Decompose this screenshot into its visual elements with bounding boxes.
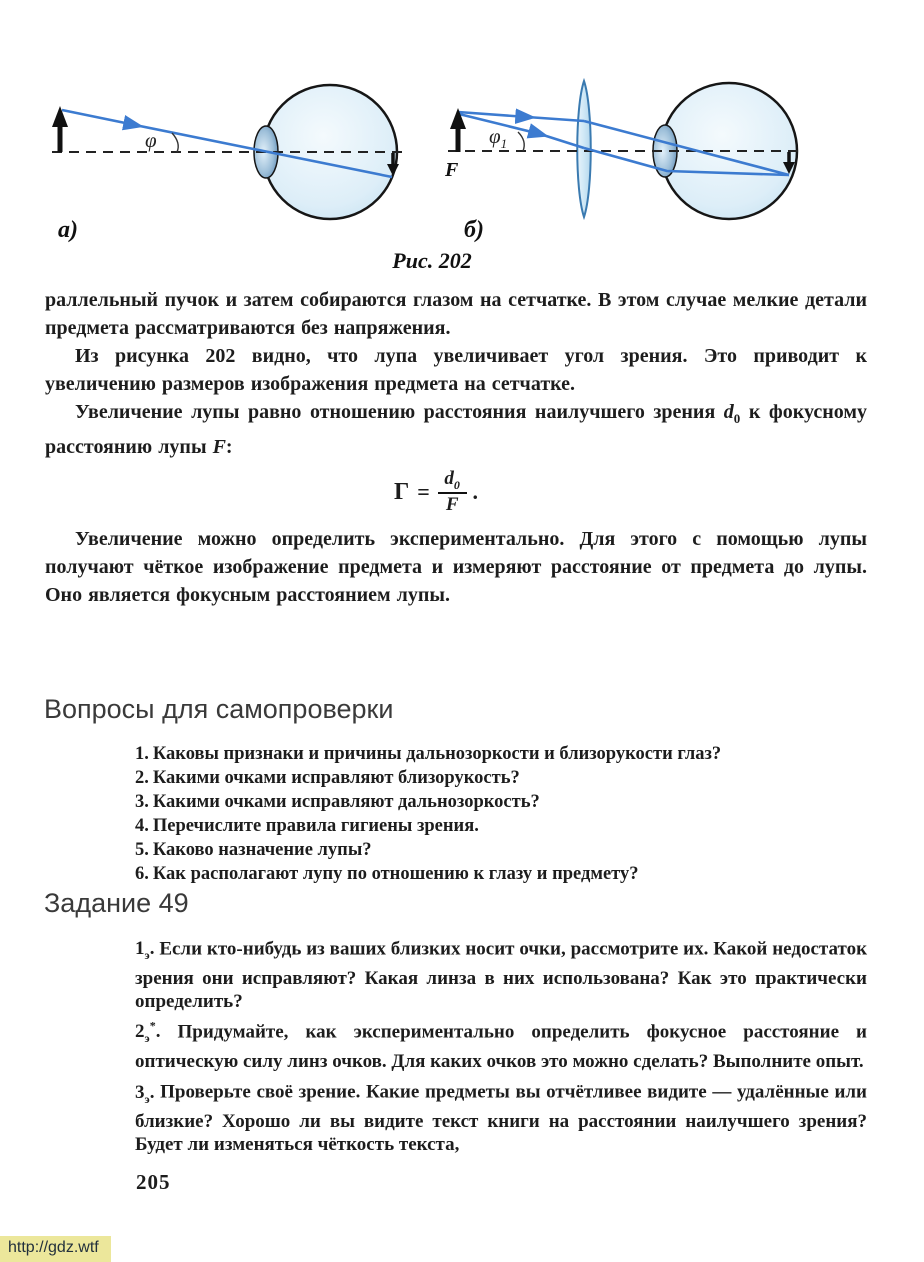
question-text: Как располагают лупу по отношению к глазу и предмету? bbox=[152, 864, 639, 884]
formula-gamma: Γ bbox=[393, 478, 410, 505]
formula-denominator: F bbox=[438, 492, 467, 515]
question-number: 2. bbox=[135, 768, 149, 788]
page-number: 205 bbox=[136, 1170, 171, 1194]
angle-arc-a bbox=[172, 133, 178, 152]
question-item bbox=[135, 744, 869, 764]
question-number: 1. bbox=[135, 744, 149, 764]
p3-part1: Увеличение лупы равно отношению расстояния наилучшего зрения bbox=[75, 401, 724, 423]
questions-list bbox=[135, 744, 869, 888]
angle-label-phi1 bbox=[489, 124, 507, 151]
task-number-star: * bbox=[149, 1019, 156, 1034]
task-number-digit: 3 bbox=[135, 1081, 145, 1103]
task-number bbox=[135, 1019, 161, 1046]
figure-caption: Рис. 202 bbox=[392, 248, 472, 273]
task-number-subscript: э bbox=[144, 1031, 150, 1046]
task-number bbox=[135, 1081, 155, 1106]
focus-label: F bbox=[445, 159, 459, 181]
phi1-subscript: 1 bbox=[500, 136, 508, 151]
task-item bbox=[135, 932, 867, 1013]
task-number-dot: . bbox=[155, 1021, 161, 1043]
task-number-dot: . bbox=[149, 938, 155, 960]
page-content bbox=[45, 286, 867, 609]
formula-d: d bbox=[444, 468, 454, 489]
question-text: Какими очками исправляют дальнозоркость? bbox=[152, 792, 540, 812]
tasks-list bbox=[135, 932, 867, 1158]
task-number-subscript: э bbox=[144, 1091, 150, 1106]
figure-label-a: а) bbox=[58, 217, 78, 243]
p3-part2: к фокусному расстоянию лупы bbox=[45, 401, 867, 458]
paragraph-experiment: Увеличение можно определить экспериментально. Для этого с помощью лупы получают чёткое изображение предмета и измеряют расстояние от предмета до лупы. Оно является фокусным расстоянием лупы. bbox=[45, 528, 867, 607]
task-text: Придумайте, как экспериментально определить фокусное расстояние и оптическую силу линз очков. Для каких очков это можно сделать? Выполните опыт. bbox=[135, 1021, 867, 1073]
question-text: Каковы признаки и причины дальнозоркости и близорукости глаз? bbox=[152, 744, 722, 764]
formula-magnification bbox=[45, 469, 827, 515]
formula-d-subscript: 0 bbox=[453, 477, 460, 492]
task-number-subscript: э bbox=[144, 948, 150, 963]
p3-F-symbol: F bbox=[212, 436, 226, 458]
formula-equals: = bbox=[417, 479, 430, 505]
paragraph-magnification bbox=[45, 398, 867, 461]
task-number-digit: 1 bbox=[135, 938, 145, 960]
phi1-symbol: φ bbox=[489, 124, 501, 148]
question-text: Какими очками исправляют близорукость? bbox=[152, 768, 520, 788]
p3-colon: : bbox=[225, 436, 233, 458]
task-item bbox=[135, 1075, 867, 1156]
paragraph-figure-ref: Из рисунка 202 видно, что лупа увеличивает угол зрения. Это приводит к увеличению размеров изображения предмета на сетчатке. bbox=[45, 345, 867, 395]
figure-label-b: б) bbox=[464, 217, 484, 243]
question-text: Перечислите правила гигиены зрения. bbox=[152, 816, 479, 836]
figure-202 bbox=[0, 0, 924, 285]
task-number-dot: . bbox=[149, 1081, 155, 1103]
p3-d-symbol: d bbox=[723, 401, 734, 423]
question-number: 3. bbox=[135, 792, 149, 812]
task-number-digit: 2 bbox=[135, 1021, 145, 1043]
p3-d-subscript: 0 bbox=[733, 411, 741, 426]
eye-diagram-b bbox=[444, 81, 802, 243]
object-arrow-a bbox=[52, 106, 68, 152]
paragraph-retina: раллельный пучок и затем собираются глазом на сетчатке. В этом случае мелкие детали предмета рассматриваются без напряжения. bbox=[45, 289, 867, 339]
question-number: 6. bbox=[135, 864, 149, 884]
question-item bbox=[135, 768, 869, 788]
task-number bbox=[135, 938, 155, 963]
question-text: Каково назначение лупы? bbox=[152, 840, 372, 860]
questions-heading: Вопросы для самопроверки bbox=[44, 694, 394, 724]
question-item bbox=[135, 816, 869, 836]
question-number: 5. bbox=[135, 840, 149, 860]
question-number: 4. bbox=[135, 816, 149, 836]
task-item bbox=[135, 1015, 867, 1073]
formula-fraction bbox=[438, 469, 467, 515]
task-text: Проверьте своё зрение. Какие предметы вы отчётливее видите — удалённые или близкие? Хорошо ли вы видите текст книги на расстоянии наилучшего зрения? Будет ли изменяться чёткость текста, bbox=[135, 1081, 868, 1156]
angle-arc-b bbox=[518, 132, 524, 151]
question-item bbox=[135, 840, 869, 860]
angle-label-phi: φ bbox=[145, 128, 157, 152]
tasks-heading: Задание 49 bbox=[44, 888, 189, 918]
question-item bbox=[135, 792, 869, 812]
question-item bbox=[135, 864, 869, 884]
formula-period: . bbox=[472, 479, 478, 505]
formula-numerator bbox=[440, 469, 464, 492]
task-text: Если кто-нибудь из ваших близких носит очки, рассмотрите их. Какой недостаток зрения они исправляют? Какая линза в них использована? Как это практически определить? bbox=[135, 938, 868, 1013]
eye-diagram-a bbox=[52, 85, 406, 243]
watermark-link: http://gdz.wtf bbox=[0, 1236, 111, 1262]
